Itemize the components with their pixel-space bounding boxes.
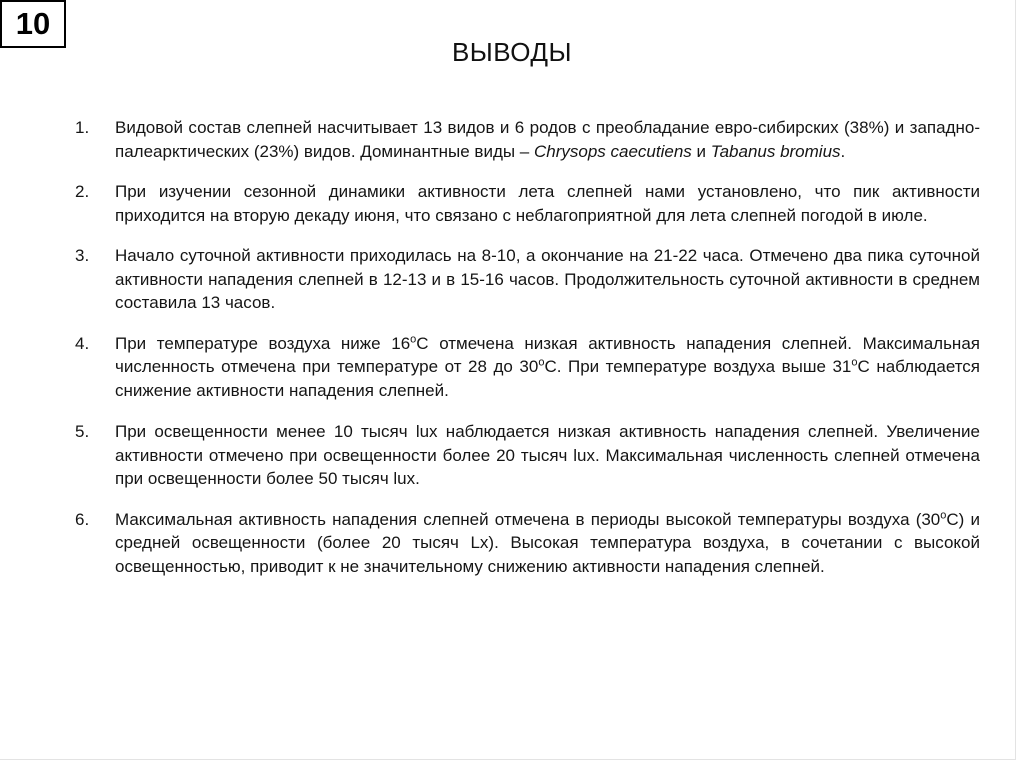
item-text-part: С отмечена низкая активность нападения слепней. Максимальная численность отмечена при температуре от 28 до 30 xyxy=(115,333,980,376)
item-text-part: . xyxy=(840,141,846,161)
conclusions-list xyxy=(75,116,980,578)
list-item xyxy=(75,116,980,163)
item-text-part: и xyxy=(691,141,711,161)
item-number: 4. xyxy=(75,333,90,353)
item-number: 2. xyxy=(75,182,90,201)
item-text-part: При температуре воздуха ниже 16 xyxy=(115,333,411,353)
species-name: Tabanus bromius xyxy=(710,141,841,161)
slide-number: 10 xyxy=(0,0,66,48)
item-text xyxy=(115,332,980,403)
degree-mark: о xyxy=(851,356,858,369)
slide-title: ВЫВОДЫ xyxy=(451,37,573,67)
list-item xyxy=(75,180,980,227)
item-text: Начало суточной активности приходилась на 8-10, а окончание на 21-22 часа. Отмечено два пика суточной активности нападения слепней в 12-13 и в 15-16 часов. Продолжительность суточной активности в среднем составила 13 часов. xyxy=(115,246,980,312)
item-text: При освещенности менее 10 тысяч lux наблюдается низкая активность нападения слепней. Увеличение активности отмечено при освещенности более 20 тысяч lux. Максимальная численность слепней отмечена при освещенности более 50 тысяч lux. xyxy=(115,422,980,488)
item-text-part: С. При температуре воздуха выше 31 xyxy=(544,357,852,376)
item-text-part: Видовой состав слепней насчитывает 13 видов и 6 родов с преобладание евро-сибирских (38%) и западно-палеарктических (23%) видов. Доминантные виды – xyxy=(115,118,980,161)
item-text xyxy=(115,508,980,579)
item-text: При изучении сезонной динамики активности лета слепней нами установлено, что пик активности приходится на вторую декаду июня, что связано с неблагоприятной для лета слепней погодой в июле. xyxy=(115,182,980,225)
item-text-part: С наблюдается снижение активности нападения слепней. xyxy=(115,357,981,400)
item-number: 1. xyxy=(75,118,90,137)
item-text xyxy=(115,116,980,163)
item-number: 3. xyxy=(75,246,90,265)
degree-mark: о xyxy=(940,508,947,521)
item-number: 5. xyxy=(75,422,90,441)
list-item xyxy=(75,508,980,579)
item-text-part: С) и средней освещенности (более 20 тысяч Lx). Высокая температура воздуха, в сочетании с высокой освещенностью, приводит к не значительному снижению активности нападения слепней. xyxy=(115,509,980,576)
degree-mark: о xyxy=(538,356,545,369)
species-name: Chrysops caecutiens xyxy=(533,141,692,161)
item-number: 6. xyxy=(75,509,90,529)
list-item xyxy=(75,332,980,403)
list-item xyxy=(75,244,980,315)
degree-mark: о xyxy=(410,332,417,345)
list-item xyxy=(75,420,980,491)
item-text-part: Максимальная активность нападения слепней отмечена в периоды высокой температуры воздуха (30 xyxy=(115,509,941,529)
